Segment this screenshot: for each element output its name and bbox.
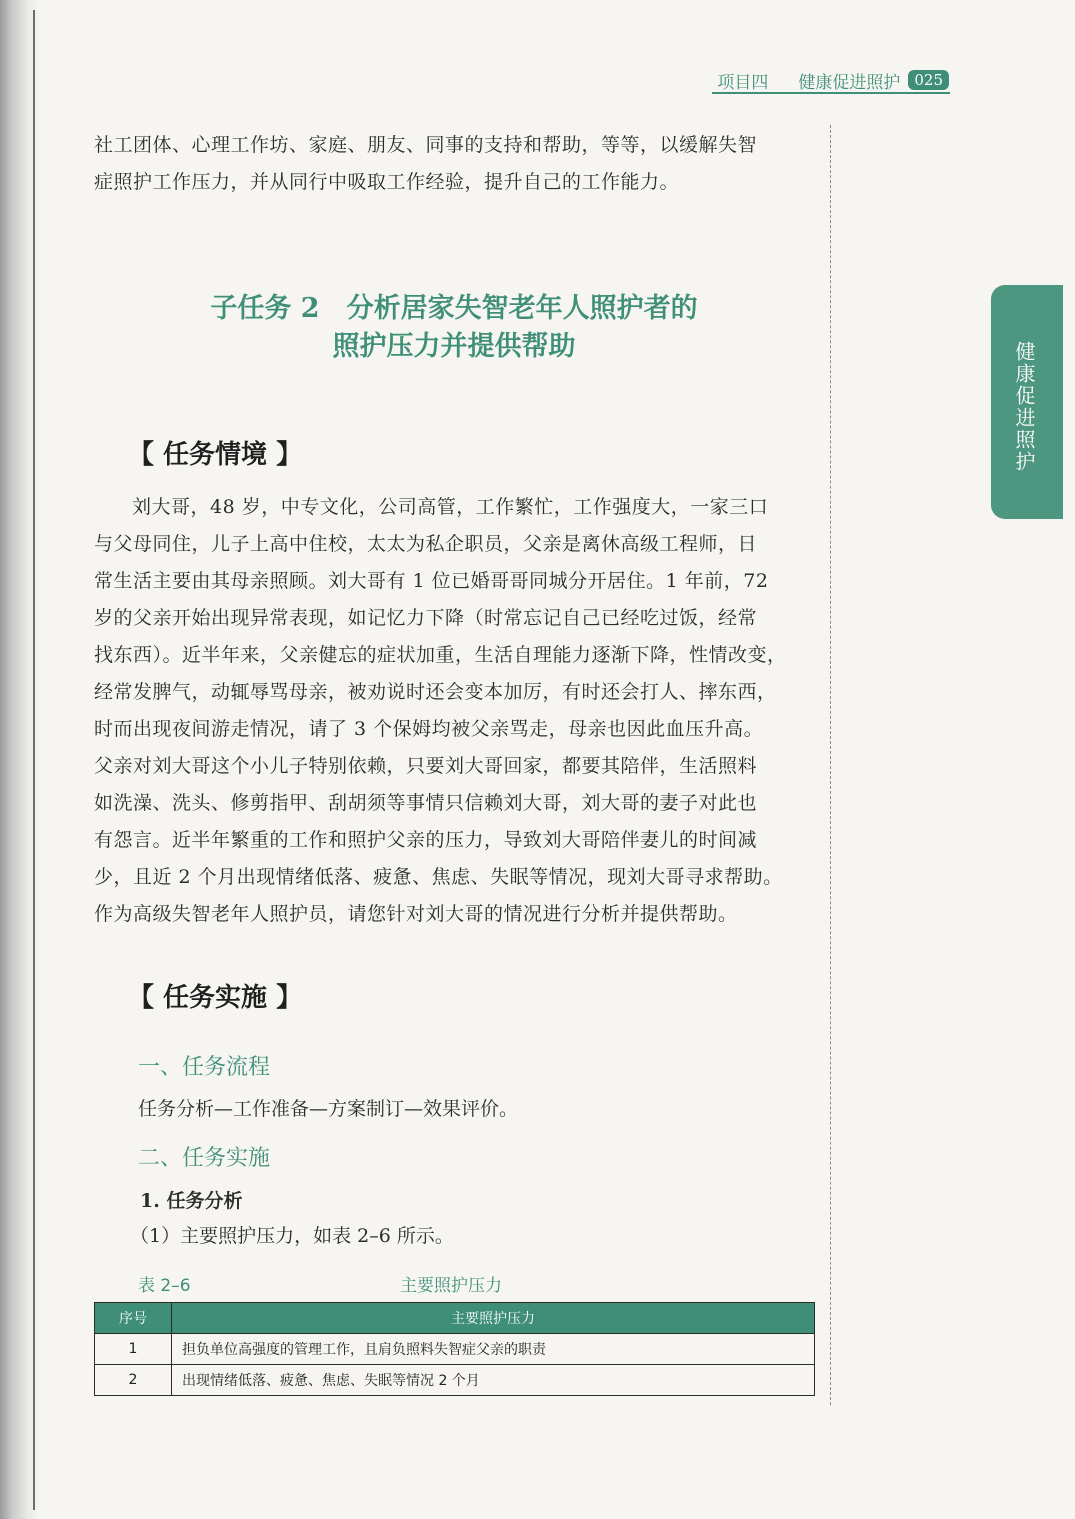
margin-dashed-rule (830, 125, 831, 1405)
intro-line: 社工团体、心理工作坊、家庭、朋友、同事的支持和帮助，等等，以缓解失智 (94, 134, 758, 156)
situation-line: 与父母同住，儿子上高中住校，太太为私企职员，父亲是离休高级工程师，日 (94, 533, 758, 555)
task-situation-paragraph (94, 489, 814, 933)
table-cell: 担负单位高强度的管理工作，且肩负照料失智症父亲的职责 (172, 1334, 815, 1365)
table-number: 表 2–6 (138, 1276, 191, 1296)
running-header (717, 68, 949, 92)
situation-line: 时而出现夜间游走情况，请了 3 个保姆均被父亲骂走，母亲也因此血压升高。 (94, 718, 764, 740)
table-cell: 2 (95, 1365, 172, 1396)
column-header: 主要照护压力 (172, 1303, 815, 1334)
table-row (95, 1334, 815, 1365)
section2-sub1: 1. 任务分析 (140, 1190, 243, 1212)
column-header: 序号 (95, 1303, 172, 1334)
table-header-row (95, 1303, 815, 1334)
section1-text: 任务分析—工作准备—方案制订—效果评价。 (138, 1098, 519, 1120)
pressure-table (94, 1302, 815, 1396)
intro-line: 症照护工作压力，并从同行中吸取工作经验，提升自己的工作能力。 (94, 171, 680, 193)
subtask-title (94, 290, 814, 366)
situation-line: 少，且近 2 个月出现情绪低落、疲惫、焦虑、失眠等情况，现刘大哥寻求帮助。 (94, 866, 783, 888)
situation-line: 父亲对刘大哥这个小儿子特别依赖，只要刘大哥回家，都要其陪伴，生活照料 (94, 755, 758, 777)
header-project: 项目四 (717, 72, 769, 93)
header-section: 健康促进照护 (798, 72, 901, 93)
situation-line: 岁的父亲开始出现异常表现，如记忆力下降（时常忘记自己已经吃过饭，经常 (94, 607, 758, 629)
task-implementation-heading: 【 任务实施 】 (128, 983, 303, 1013)
section1-heading: 一、任务流程 (138, 1055, 271, 1080)
table-row (95, 1365, 815, 1396)
situation-line: 找东西）。近半年来，父亲健忘的症状加重，生活自理能力逐渐下降，性情改变， (94, 644, 787, 666)
table-cell: 出现情绪低落、疲惫、焦虑、失眠等情况 2 个月 (172, 1365, 815, 1396)
header-rule (712, 92, 950, 94)
situation-line: 如洗澡、洗头、修剪指甲、刮胡须等事情只信赖刘大哥，刘大哥的妻子对此也 (94, 792, 758, 814)
table-title: 主要照护压力 (400, 1276, 502, 1296)
subtask-title-line1: 子任务 2 分析居家失智老年人照护者的 (210, 293, 698, 324)
table-cell: 1 (95, 1334, 172, 1365)
situation-line: 作为高级失智老年人照护员，请您针对刘大哥的情况进行分析并提供帮助。 (94, 903, 738, 925)
task-situation-heading: 【 任务情境 】 (128, 440, 303, 470)
side-tab-label: 健康促进照护 (1012, 341, 1036, 473)
chapter-side-tab (991, 285, 1063, 519)
section2-item1: （1）主要照护压力，如表 2–6 所示。 (130, 1225, 454, 1247)
section2-heading: 二、任务实施 (138, 1146, 271, 1171)
situation-line: 常生活主要由其母亲照顾。刘大哥有 1 位已婚哥哥同城分开居住。1 年前，72 (94, 570, 769, 592)
situation-line: 经常发脾气，动辄辱骂母亲，被劝说时还会变本加厉，有时还会打人、摔东西， (94, 681, 777, 703)
intro-paragraph (94, 127, 814, 201)
book-spine-edge (33, 10, 35, 1510)
situation-line: 有怨言。近半年繁重的工作和照护父亲的压力，导致刘大哥陪伴妻儿的时间减 (94, 829, 758, 851)
page-number-badge: 025 (908, 70, 949, 90)
subtask-title-line2: 照护压力并提供帮助 (332, 331, 576, 362)
situation-line: 刘大哥，48 岁，中专文化，公司高管，工作繁忙，工作强度大，一家三口 (132, 496, 769, 518)
